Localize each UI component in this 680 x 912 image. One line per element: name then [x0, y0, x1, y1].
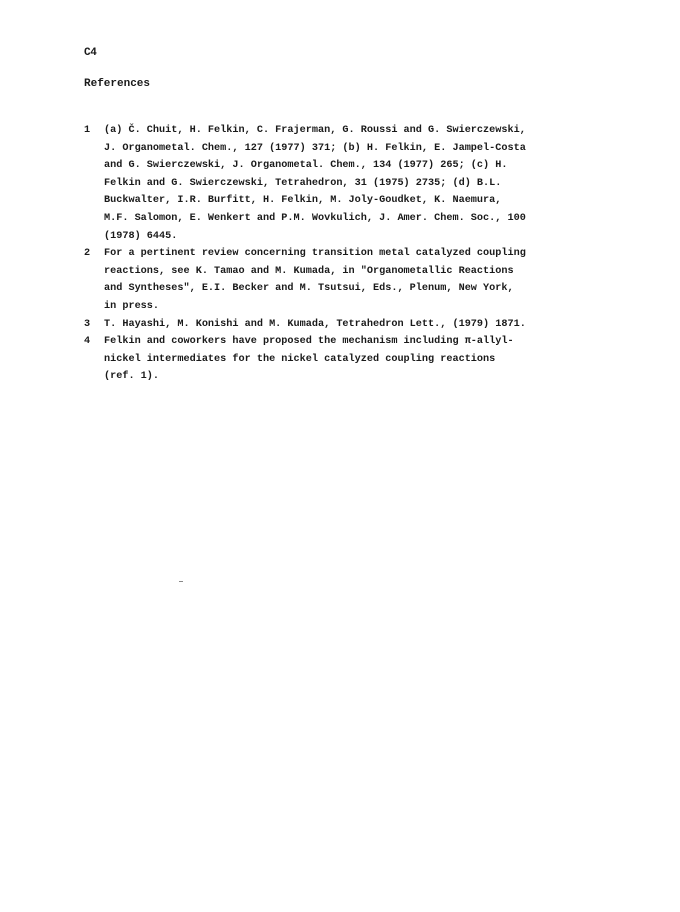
reference-line: Buckwalter, I.R. Burfitt, H. Felkin, M. Joly-Goudket, K. Naemura,: [104, 195, 502, 207]
references-list: [84, 122, 584, 386]
reference-item: [84, 316, 584, 334]
page-identifier: C4: [84, 47, 97, 59]
reference-line: nickel intermediates for the nickel catalyzed coupling reactions: [104, 353, 496, 365]
reference-number: 2: [84, 248, 91, 260]
reference-number: 3: [84, 318, 91, 330]
reference-text: [104, 122, 584, 245]
reference-text: [104, 333, 584, 386]
reference-item: [84, 333, 584, 386]
reference-item: [84, 122, 584, 245]
reference-line: (ref. 1).: [104, 371, 160, 383]
reference-line: and G. Swierczewski, J. Organometal. Chem., 134 (1977) 265; (c) H.: [104, 160, 508, 172]
reference-line: Felkin and coworkers have proposed the mechanism including π-allyl-: [104, 336, 514, 348]
reference-line: (a) Č. Chuit, H. Felkin, C. Frajerman, G. Roussi and G. Swierczewski,: [104, 125, 526, 136]
reference-line: (1978) 6445.: [104, 230, 178, 242]
references-heading: References: [84, 78, 151, 90]
reference-line: T. Hayashi, M. Konishi and M. Kumada, Tetrahedron Lett., (1979) 1871.: [104, 318, 526, 330]
reference-line: in press.: [104, 300, 160, 312]
reference-line: M.F. Salomon, E. Wenkert and P.M. Wovkulich, J. Amer. Chem. Soc., 100: [104, 212, 526, 224]
scan-speck: [179, 581, 183, 582]
reference-item: [84, 245, 584, 315]
reference-line: reactions, see K. Tamao and M. Kumada, in "Organometallic Reactions: [104, 265, 514, 277]
reference-text: [104, 245, 584, 315]
reference-line: J. Organometal. Chem., 127 (1977) 371; (b) H. Felkin, E. Jampel-Costa: [104, 142, 526, 154]
reference-number: 1: [84, 125, 91, 136]
reference-number: 4: [84, 336, 91, 348]
reference-line: Felkin and G. Swierczewski, Tetrahedron, 31 (1975) 2735; (d) B.L.: [104, 177, 502, 189]
reference-text: [104, 316, 584, 334]
reference-line: and Syntheses", E.I. Becker and M. Tsutsui, Eds., Plenum, New York,: [104, 283, 514, 295]
reference-line: For a pertinent review concerning transition metal catalyzed coupling: [104, 248, 526, 260]
